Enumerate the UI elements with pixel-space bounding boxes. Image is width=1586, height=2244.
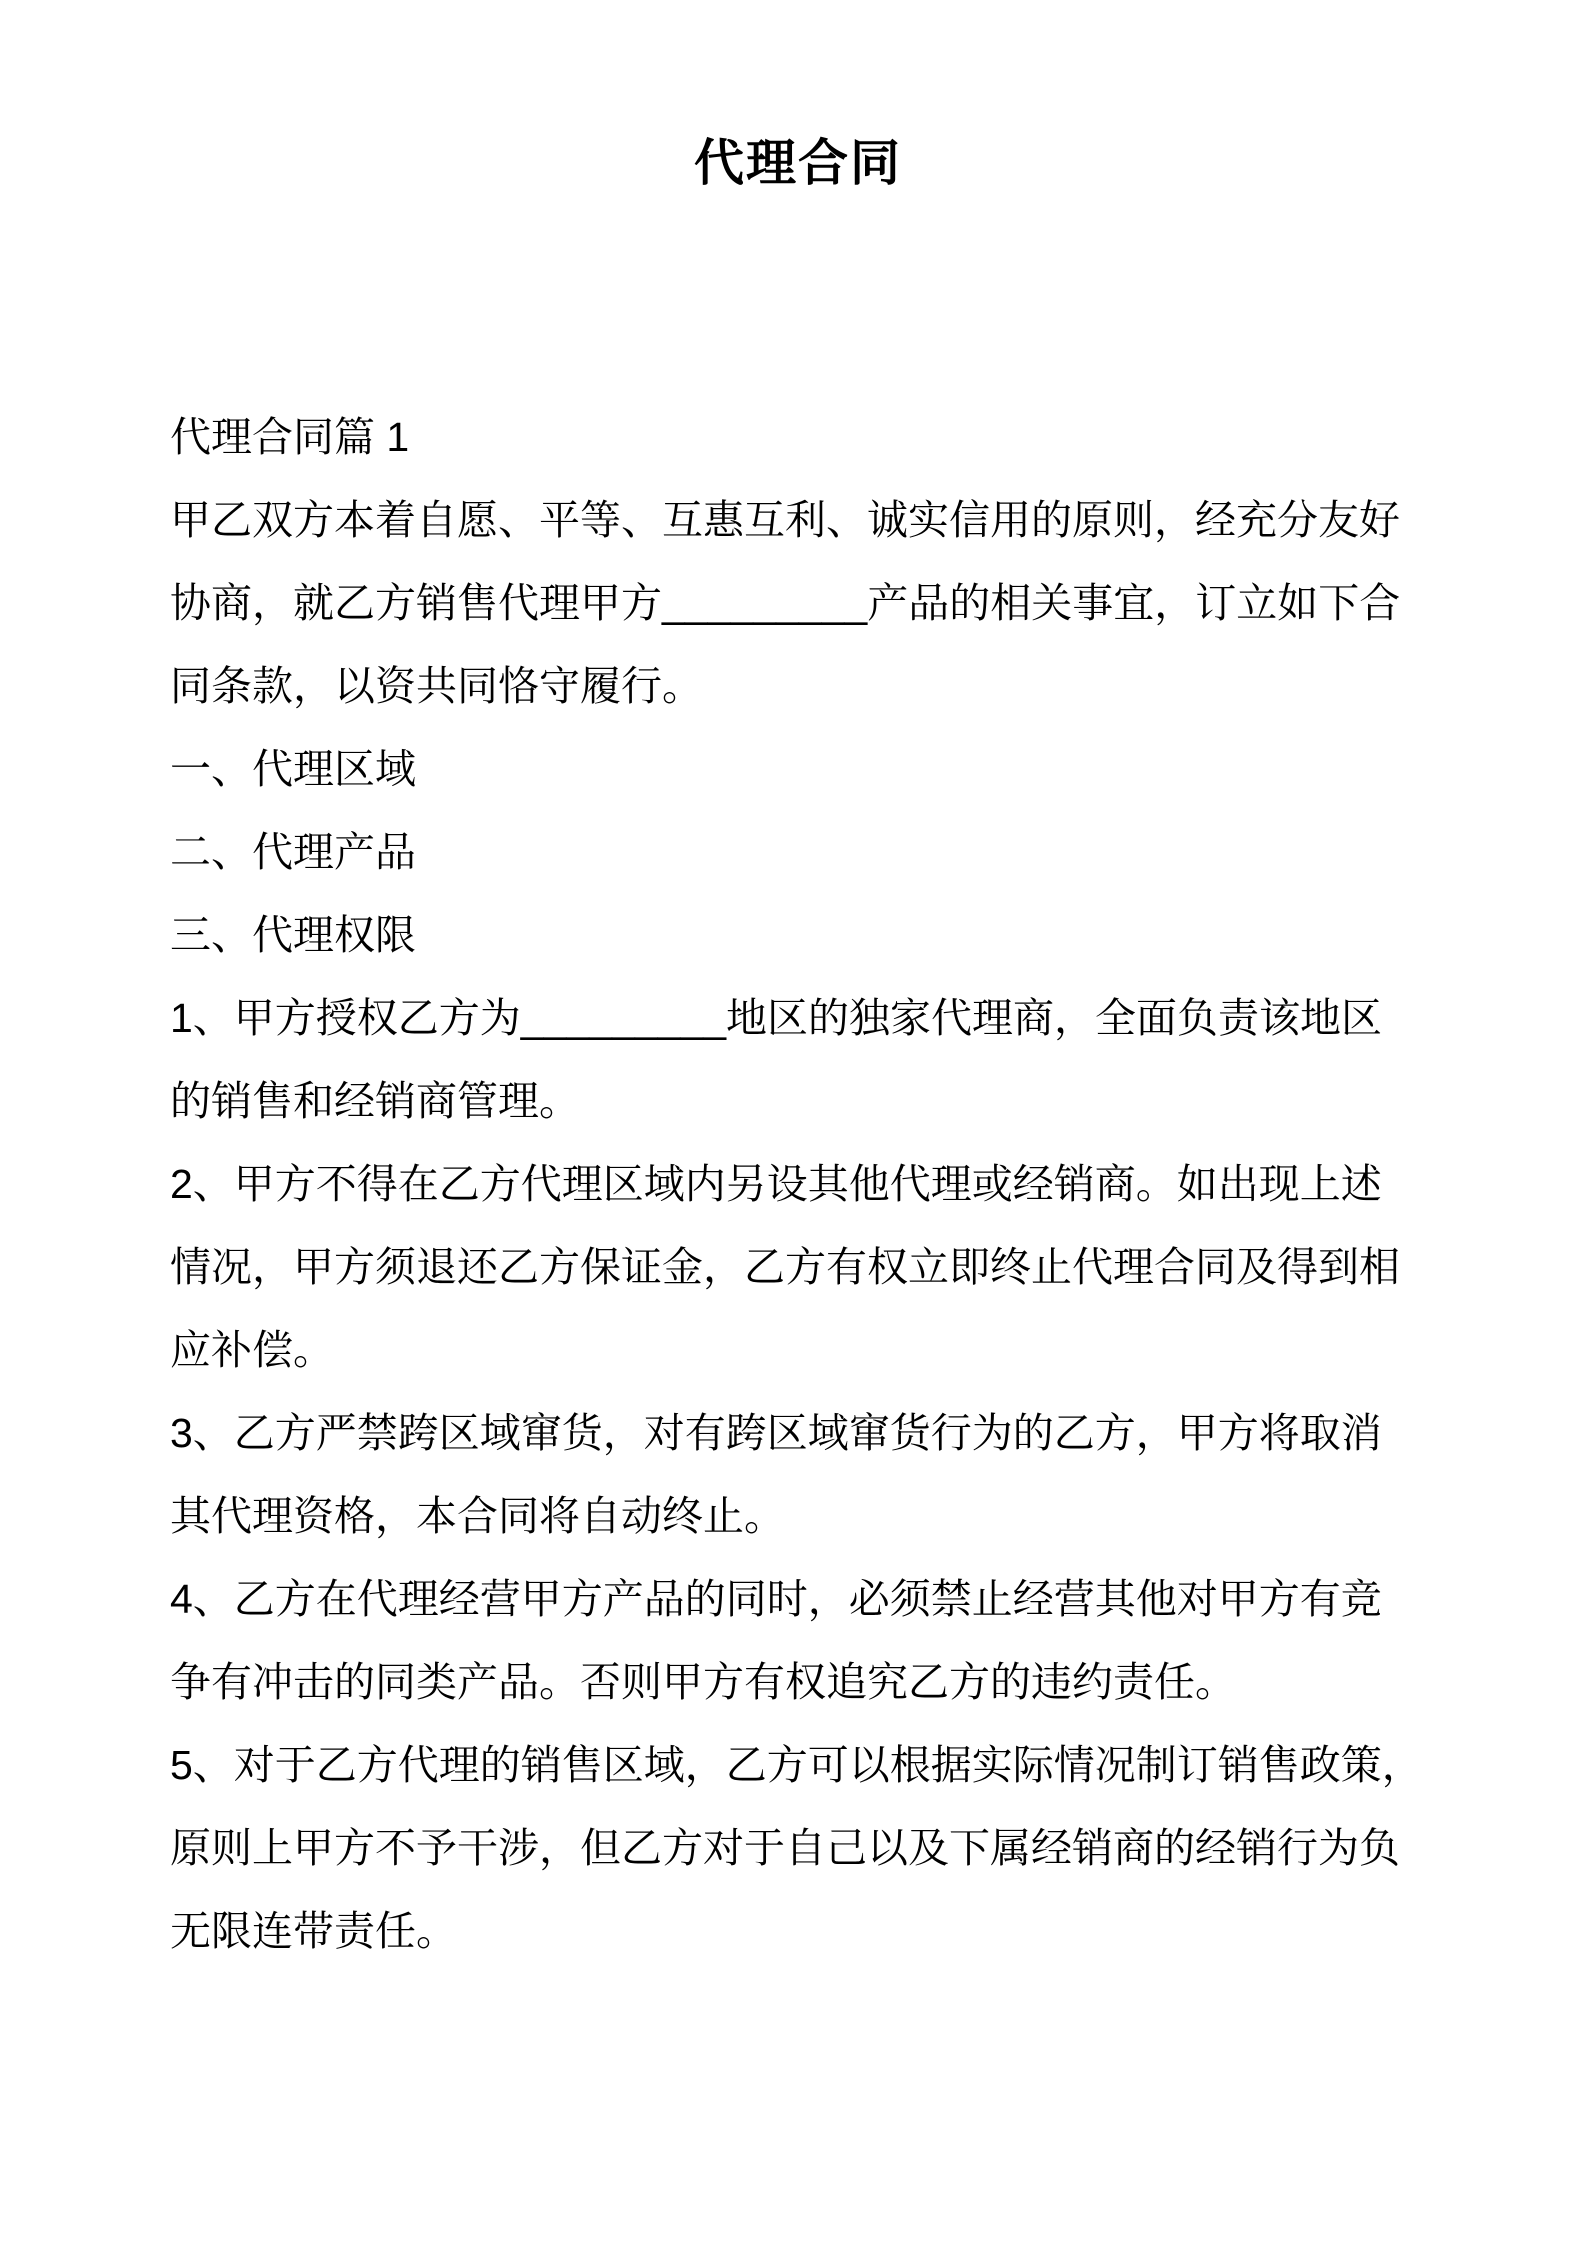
document-body: [170, 396, 1426, 1973]
text-line: 情况，甲方须退还乙方保证金，乙方有权立即终止代理合同及得到相: [170, 1244, 1400, 1290]
text-line: 无限连带责任。: [170, 1908, 457, 1954]
text-line: 3、乙方严禁跨区域窜货，对有跨区域窜货行为的乙方，甲方将取消: [170, 1410, 1382, 1456]
text-line: 原则上甲方不予干涉，但乙方对于自己以及下属经销商的经销行为负: [170, 1825, 1400, 1871]
text-line: 的销售和经销商管理。: [170, 1078, 580, 1124]
text-line: 2、甲方不得在乙方代理区域内另设其他代理或经销商。如出现上述: [170, 1161, 1382, 1207]
section-heading: 代理合同篇 1: [170, 414, 410, 460]
text-line: 同条款，以资共同恪守履行。: [170, 663, 703, 709]
text-line: 争有冲击的同类产品。否则甲方有权追究乙方的违约责任。: [170, 1659, 1236, 1705]
clause-heading: 二、代理产品: [170, 829, 416, 875]
text-line: 5、对于乙方代理的销售区域，乙方可以根据实际情况制订销售政策，: [170, 1742, 1423, 1788]
clause-heading: 一、代理区域: [170, 746, 416, 792]
document-title: 代理合同: [694, 135, 902, 191]
text-line: 协商，就乙方销售代理甲方_________产品的相关事宜，订立如下合: [170, 580, 1401, 626]
text-line: 应补偿。: [170, 1327, 334, 1373]
clause-heading: 三、代理权限: [170, 912, 416, 958]
text-line: 1、甲方授权乙方为_________地区的独家代理商，全面负责该地区: [170, 995, 1383, 1041]
text-line: 甲乙双方本着自愿、平等、互惠互利、诚实信用的原则，经充分友好: [170, 497, 1400, 543]
text-line: 其代理资格，本合同将自动终止。: [170, 1493, 785, 1539]
text-line: 4、乙方在代理经营甲方产品的同时，必须禁止经营其他对甲方有竞: [170, 1576, 1382, 1622]
